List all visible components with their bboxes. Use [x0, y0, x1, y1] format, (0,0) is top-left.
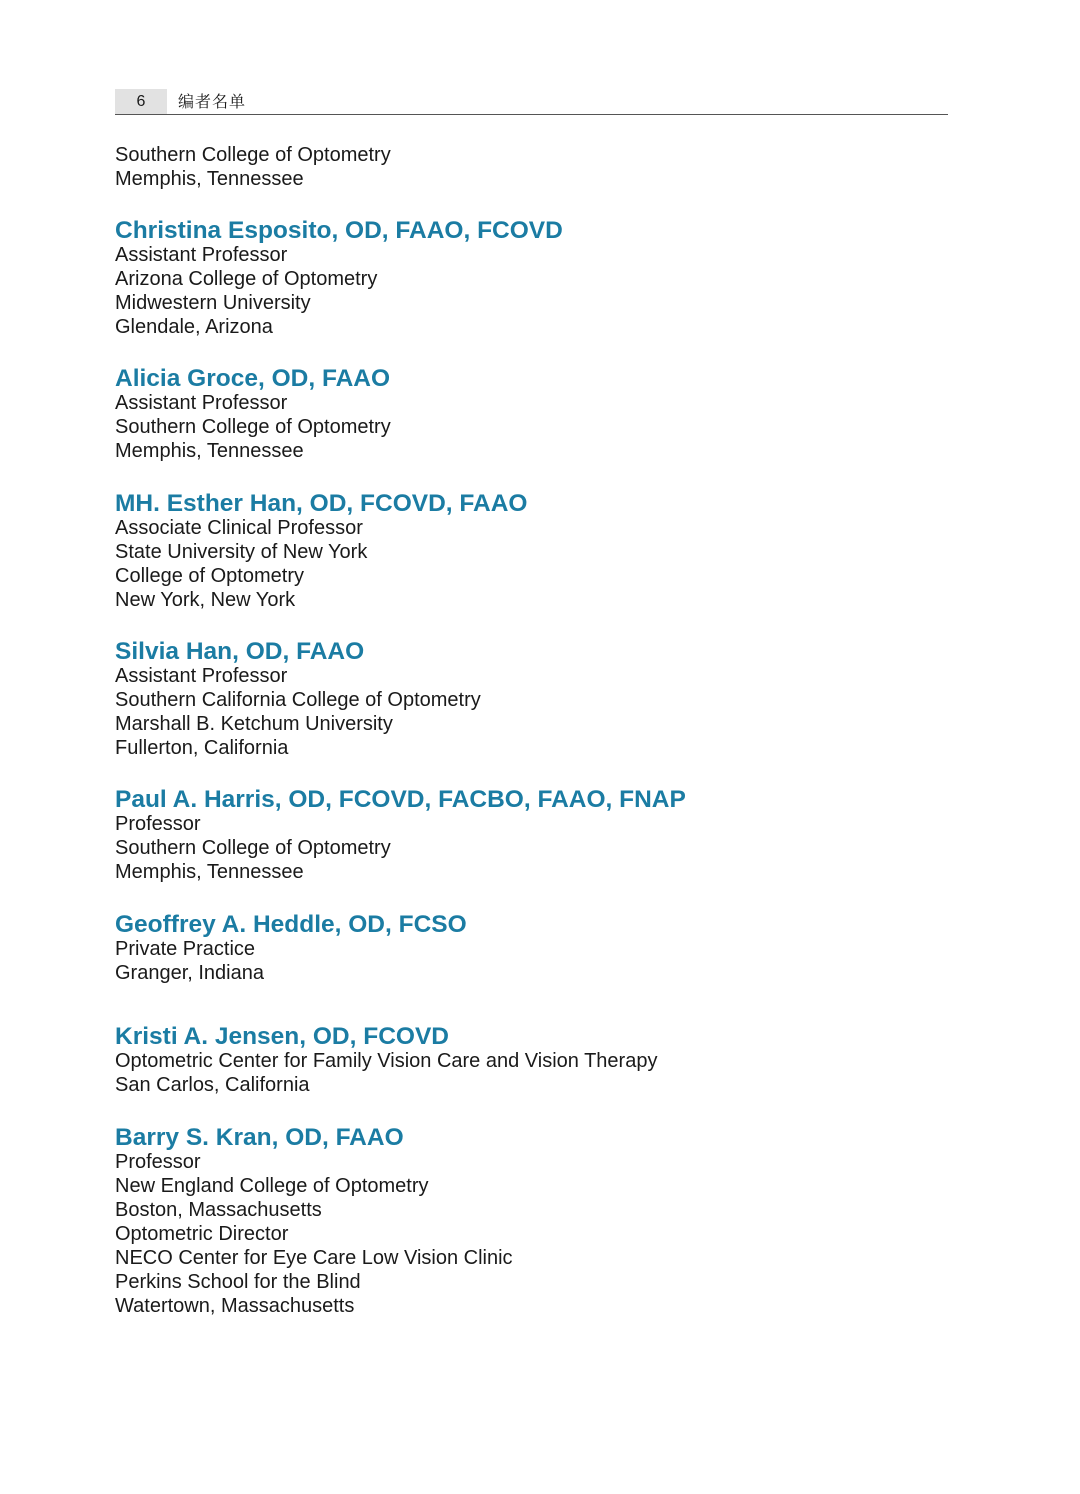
affiliation-line: Assistant Professor: [115, 392, 288, 414]
contributor-name: Alicia Groce, OD, FAAO: [115, 365, 391, 392]
contributor-name: Paul A. Harris, OD, FCOVD, FACBO, FAAO, FNAP: [115, 786, 686, 813]
affiliation-line: San Carlos, California: [115, 1074, 310, 1096]
affiliation-line: Memphis, Tennessee: [115, 440, 304, 462]
contributor-entry: [115, 216, 563, 339]
continued-entry: [115, 143, 391, 191]
affiliation-line: Optometric Director: [115, 1223, 289, 1245]
affiliation-line: Granger, Indiana: [115, 962, 264, 984]
affiliation-line: Memphis, Tennessee: [115, 168, 304, 190]
affiliation-line: Arizona College of Optometry: [115, 268, 378, 290]
affiliation-line: NECO Center for Eye Care Low Vision Clinic: [115, 1247, 513, 1269]
affiliation-line: Southern College of Optometry: [115, 416, 391, 438]
affiliation-line: Midwestern University: [115, 292, 311, 314]
affiliation-line: Southern College of Optometry: [115, 837, 391, 859]
contributor-entry: [115, 1022, 657, 1097]
affiliation-line: Private Practice: [115, 938, 256, 960]
affiliation-line: Southern California College of Optometry: [115, 689, 481, 711]
affiliation-line: Fullerton, California: [115, 737, 289, 759]
affiliation-line: Memphis, Tennessee: [115, 861, 304, 883]
affiliation-line: State University of New York: [115, 541, 368, 563]
contributor-name: Kristi A. Jensen, OD, FCOVD: [115, 1023, 449, 1050]
affiliation-line: Boston, Massachusetts: [115, 1199, 322, 1221]
contributor-name: Silvia Han, OD, FAAO: [115, 638, 365, 665]
affiliation-line: Assistant Professor: [115, 665, 288, 687]
contributor-entry: [115, 785, 686, 884]
contributor-entry: [115, 910, 467, 985]
affiliation-line: Marshall B. Ketchum University: [115, 713, 393, 735]
page-header: [115, 89, 948, 115]
affiliation-line: Glendale, Arizona: [115, 316, 273, 338]
section-title: 编者名单: [178, 92, 247, 111]
contributor-name: Geoffrey A. Heddle, OD, FCSO: [115, 911, 467, 938]
affiliation-line: Associate Clinical Professor: [115, 517, 363, 539]
affiliation-line: Professor: [115, 1151, 201, 1173]
affiliation-line: Watertown, Massachusetts: [115, 1295, 355, 1317]
contributor-entry: [115, 637, 481, 760]
affiliation-line: Assistant Professor: [115, 244, 288, 266]
affiliation-line: New England College of Optometry: [115, 1175, 429, 1197]
contributor-entry: [115, 489, 527, 612]
contributor-entry: [115, 364, 391, 463]
contributor-name: MH. Esther Han, OD, FCOVD, FAAO: [115, 490, 528, 517]
page-number: 6: [115, 89, 167, 114]
affiliation-line: Optometric Center for Family Vision Care and Vision Therapy: [115, 1050, 658, 1072]
affiliation-line: Perkins School for the Blind: [115, 1271, 361, 1293]
affiliation-line: Southern College of Optometry: [115, 144, 391, 166]
affiliation-line: New York, New York: [115, 589, 296, 611]
contributor-entry: [115, 1123, 513, 1318]
contributor-name: Barry S. Kran, OD, FAAO: [115, 1124, 404, 1151]
contributor-name: Christina Esposito, OD, FAAO, FCOVD: [115, 217, 563, 244]
affiliation-line: College of Optometry: [115, 565, 304, 587]
affiliation-line: Professor: [115, 813, 201, 835]
